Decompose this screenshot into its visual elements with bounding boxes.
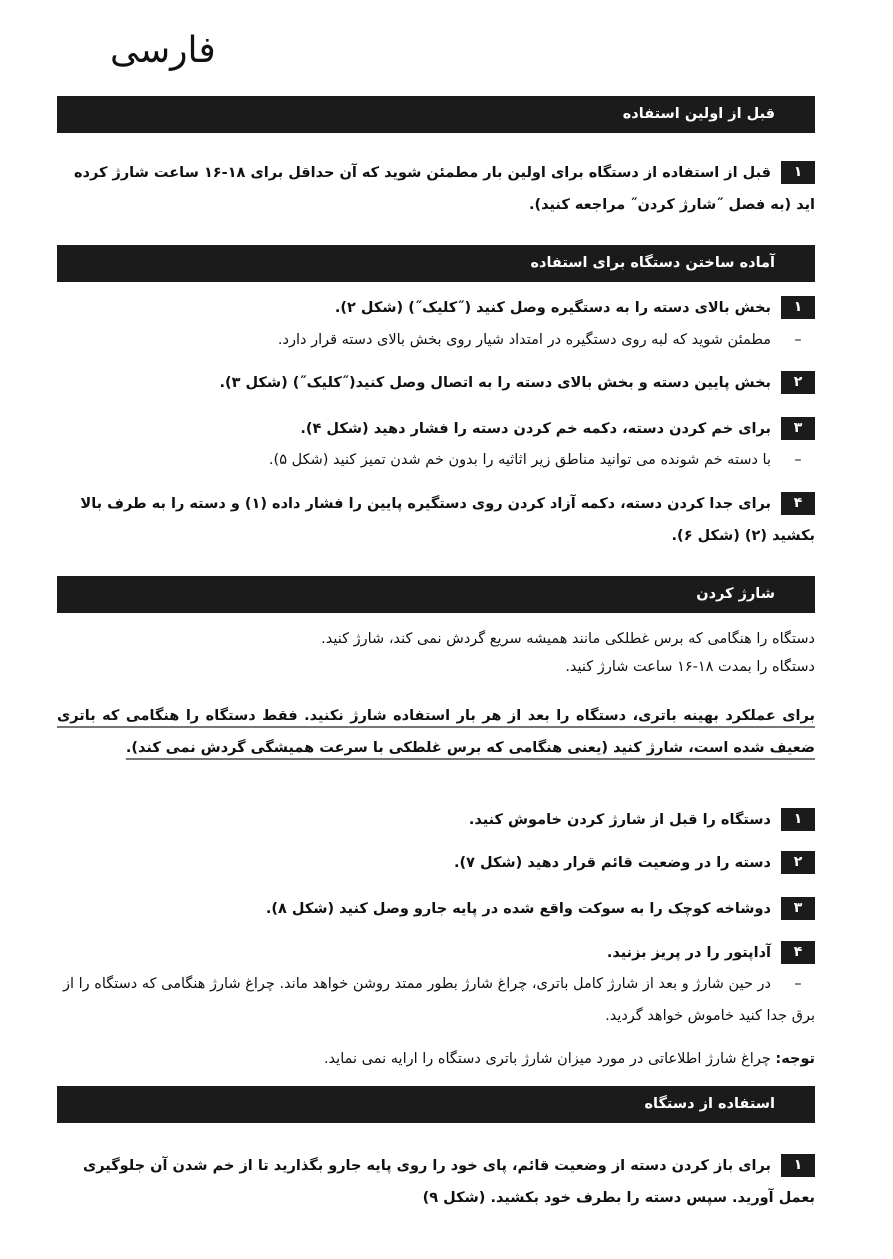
charging-step-3 — [57, 893, 815, 925]
step-number: ۲ — [781, 851, 815, 874]
step-text: دستگاه را قبل از شارژ کردن خاموش کنید. — [468, 812, 771, 828]
note-text: چراغ شارژ اطلاعاتی در مورد میزان شارژ باتری دستگاه را ارایه نمی نماید. — [323, 1051, 771, 1067]
preparing-step-2 — [57, 367, 815, 399]
step-number: ۴ — [781, 941, 815, 964]
note-text: مطمئن شوید که لبه روی دستگیره در امتداد شیار روی بخش بالای دسته قرار دارد. — [277, 332, 771, 348]
step-text: قبل از استفاده از دستگاه برای اولین بار مطمئن شوید که آن حداقل برای ۱۸-۱۶ ساعت شارژ کرده اید (به فصل ˝شارژ کردن˝ مراجعه کنید). — [73, 165, 815, 213]
charging-step-4 — [57, 937, 815, 969]
step-number: ۳ — [781, 417, 815, 440]
charging-step-1 — [57, 804, 815, 836]
section-heading-charging: شارژ کردن — [57, 576, 815, 613]
step-text: بخش پایین دسته و بخش بالای دسته را به اتصال وصل کنید(˝کلیک˝) (شکل ۳). — [219, 375, 771, 391]
note-label: توجه: — [775, 1051, 815, 1067]
charging-intro-line-1: دستگاه را هنگامی که برس غطلکی مانند همیشه سریع گردش نمی کند، شارژ کنید. — [321, 631, 815, 647]
section-heading-using: استفاده از دستگاه — [57, 1086, 815, 1123]
step-text: دسته را در وضعیت قائم قرار دهید (شکل ۷). — [453, 855, 771, 871]
preparing-step-4 — [57, 488, 815, 552]
step-text: دوشاخه کوچک را به سوکت واقع شده در پایه جارو وصل کنید (شکل ۸). — [265, 901, 771, 917]
charging-battery-warning: برای عملکرد بهینه باتری، دستگاه را بعد از هر بار استفاده شارژ نکنید. فقط دستگاه را هنگامی که باتری ضعیف شده است، شارژ کنید (یعنی هنگامی که برس غلطکی با سرعت همیشگی گردش نمی کند). — [57, 708, 815, 756]
charging-step-4-note: – در حین شارژ و بعد از شارژ کامل باتری، چراغ شارژ بطور ممتد روشن خواهد ماند. چراغ شارژ هنگامی که دستگاه را از برق جدا کنید خاموش خواهد گردید. — [62, 976, 815, 1024]
charging-step-2 — [57, 847, 815, 879]
step-text: بخش بالای دسته را به دستگیره وصل کنید (˝کلیک˝) (شکل ۲). — [334, 300, 771, 316]
step-number: ۴ — [781, 492, 815, 515]
section-heading-before-first-use: قبل از اولین استفاده — [57, 96, 815, 133]
note-text: در حین شارژ و بعد از شارژ کامل باتری، چراغ شارژ بطور ممتد روشن خواهد ماند. چراغ شارژ هنگامی که دستگاه را از برق جدا کنید خاموش خواهد گردید. — [62, 976, 815, 1024]
preparing-step-1-note: – مطمئن شوید که لبه روی دستگیره در امتداد شیار روی بخش بالای دسته قرار دارد. — [277, 332, 802, 348]
note-text: با دسته خم شونده می توانید مناطق زیر اثاثیه را بدون خم شدن تمیز کنید (شکل ۵). — [268, 452, 771, 468]
step-number: ۱ — [781, 808, 815, 831]
step-number: ۳ — [781, 897, 815, 920]
step-number: ۲ — [781, 371, 815, 394]
charging-note — [57, 1043, 815, 1075]
preparing-step-3-note: – با دسته خم شونده می توانید مناطق زیر اثاثیه را بدون خم شدن تمیز کنید (شکل ۵). — [268, 452, 802, 468]
step-text: برای باز کردن دسته از وضعیت قائم، پای خود را روی پایه جارو بگذارید تا از خم شدن آن جلوگیری بعمل آورید. سپس دسته را بطرف خود بکشید. (شکل ۹) — [82, 1158, 815, 1206]
step-text: برای خم کردن دسته، دکمه خم کردن دسته را فشار دهید (شکل ۴). — [300, 421, 771, 437]
step-text: آداپتور را در پریز بزنید. — [606, 945, 771, 961]
section-heading-preparing: آماده ساختن دستگاه برای استفاده — [57, 245, 815, 282]
step-number: ۱ — [781, 161, 815, 184]
using-step-1 — [57, 1150, 815, 1214]
charging-intro-line-2: دستگاه را بمدت ۱۸-۱۶ ساعت شارژ کنید. — [565, 659, 815, 675]
language-title: فارسی — [110, 30, 216, 71]
before-first-use-step-1 — [57, 157, 815, 221]
preparing-step-1 — [57, 292, 815, 324]
step-text: برای جدا کردن دسته، دکمه آزاد کردن روی دستگیره پایین را فشار داده (۱) و دسته را به طرف بالا بکشید (۲) (شکل ۶). — [80, 496, 815, 544]
preparing-step-3 — [57, 413, 815, 445]
step-number: ۱ — [781, 296, 815, 319]
step-number: ۱ — [781, 1154, 815, 1177]
